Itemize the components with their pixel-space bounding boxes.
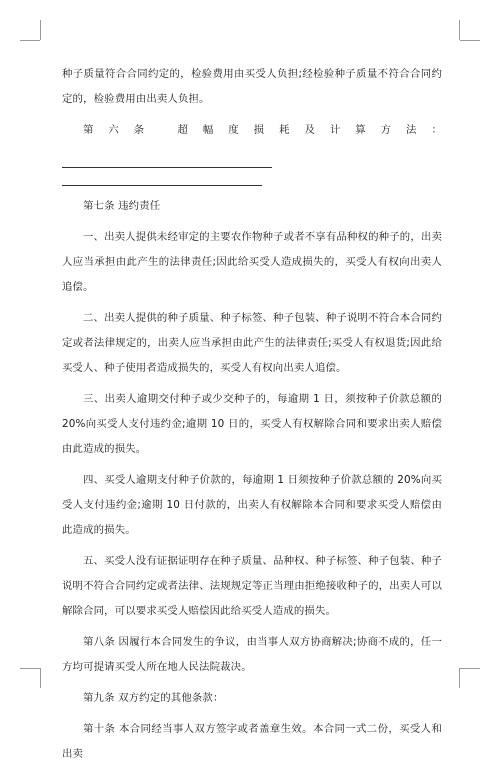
crop-mark-bottom-right-h xyxy=(460,668,480,669)
clause-7-1: 一、出卖人提供未经审定的主要农作物种子或者不享有品种权的种子的，出卖人应当承担由此产生的法律责任;因此给买受人造成损失的，买受人有权向出卖人追偿。 xyxy=(62,231,442,293)
crop-mark-bottom-left-h xyxy=(20,668,40,669)
article-9: 第九条 双方约定的其他条款： xyxy=(83,692,224,704)
clause-7-3: 三、出卖人逾期交付种子或少交种子的，每逾期 1 日，须按种子价款总额的 20%向买受人支付违约金;逾期 10 日的，买受人有权解除合同和要求出卖人赔偿由此造成的损失。 xyxy=(62,393,442,455)
paragraph-inspection-fee: 种子质量符合合同约定的，检验费用由买受人负担;经检验种子质量不符合合同约定的，检验费用由出卖人负担。 xyxy=(62,68,442,105)
clause-7-5: 五、买受人没有证据证明存在种子质量、品种权、种子标签、种子包装、种子说明不符合合同约定或者法律、法规规定等正当理由拒绝接收种子的，出卖人可以解除合同，可以要求买受人赔偿因此给买受人造成的损失。 xyxy=(62,555,442,617)
crop-mark-top-right xyxy=(459,20,460,40)
clause-7-2: 二、出卖人提供的种子质量、种子标签、种子包装、种子说明不符合本合同约定或者法律规定的，出卖人应当承担由此产生的法律责任;买受人有权退货;因此给买受人、种子使用者造成损失的，买受人有权向出卖人追偿。 xyxy=(62,312,442,374)
article-6-heading: 第六条 超幅度损耗及计算方法： xyxy=(83,124,442,136)
crop-mark-top-right-h xyxy=(460,40,480,41)
fill-in-blank xyxy=(62,150,272,168)
article-6-line xyxy=(62,118,442,168)
crop-mark-bottom-left xyxy=(40,668,41,688)
clause-7-4: 四、买受人逾期支付种子价款的，每逾期 1 日须按种子价款总额的 20%向买受人支付违约金;逾期 10 日付款的，出卖人有权解除本合同和要求买受人赔偿由此造成的损失。 xyxy=(62,474,442,536)
article-7-heading: 第七条 违约责任 xyxy=(83,200,161,212)
crop-mark-bottom-right xyxy=(459,668,460,688)
article-10: 第十条 本合同经当事人双方签字或者盖章生效。本合同一式二份，买受人和出卖 xyxy=(62,723,442,760)
crop-mark-top-left-h xyxy=(20,40,40,41)
article-8: 第八条 因履行本合同发生的争议，由当事人双方协商解决;协商不成的，任一方均可提请买受人所在地人民法院裁决。 xyxy=(62,636,442,673)
fill-in-blank-continuation xyxy=(62,168,442,188)
document-body xyxy=(62,62,442,773)
crop-mark-top-left xyxy=(40,20,41,40)
